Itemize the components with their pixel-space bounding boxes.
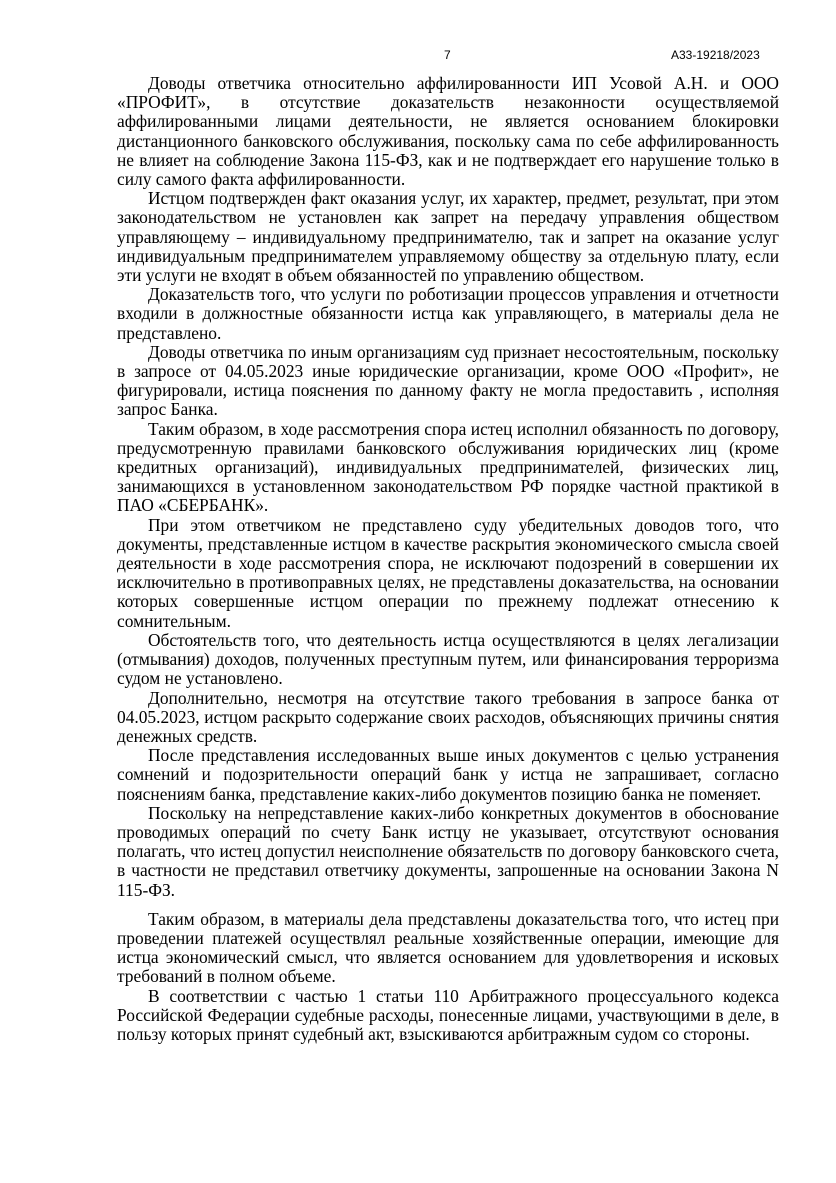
paragraph-8: Дополнительно, несмотря на отсутствие такого требования в запросе банка от 04.05.2023, истцом раскрыто содержание своих расходов, объясняющих причины снятия денежных средств.: [117, 687, 779, 746]
paragraph-12: В соответствии с частью 1 статьи 110 Арбитражного процессуального кодекса Российской Федерации судебные расходы, понесенные лицами, участвующими в деле, в пользу которых принят судебный акт, взыскиваются арбитражным судом со стороны.: [117, 985, 779, 1044]
paragraph-10: Поскольку на непредставление каких-либо конкретных документов в обоснование проводимых операций по счету Банк истцу не указывает, отсутствуют основания полагать, что истец допустил неисполнение обязательств по договору банковского счета, в частности не представил ответчику документы, запрошенные на основании Закона N 115-ФЗ.: [117, 802, 779, 900]
paragraph-1: Доводы ответчика относительно аффилированности ИП Усовой А.Н. и ООО «ПРОФИТ», в отсутствие доказательств незаконности осуществляемой аффилированными лицами деятельности, не является основанием блокировки дистанционного банковского обслуживания, поскольку сама по себе аффилированность не влияет на соблюдение Закона 115-ФЗ, как и не подтверждает его нарушение только в силу самого факта аффилированности.: [117, 73, 779, 190]
case-number: А33-19218/2023: [671, 48, 760, 62]
paragraph-9: После представления исследованных выше иных документов с целью устранения сомнений и подозрительности операций банк у истца не запрашивает, согласно пояснениям банка, представление каких-либо документов позицию банка не поменяет.: [117, 745, 779, 804]
paragraph-2: Истцом подтвержден факт оказания услуг, их характер, предмет, результат, при этом законодательством не установлен как запрет на передачу управления обществом управляющему – индивидуальному предпринимателю, так и запрет на оказание услуг индивидуальным предпринимателем управляемому обществу за отдельную плату, если эти услуги не входят в объем обязанностей по управлению обществом.: [117, 188, 779, 286]
paragraph-4: Доводы ответчика по иным организациям суд признает несостоятельным, поскольку в запросе от 04.05.2023 иные юридические организации, кроме ООО «Профит», не фигурировали, истица пояснения по данному факту не могла предоставить , исполняя запрос Банка.: [117, 341, 779, 420]
paragraph-5: Таким образом, в ходе рассмотрения спора истец исполнил обязанность по договору, предусмотренную правилами банковского обслуживания юридических лиц (кроме кредитных организаций), индивидуальных предпринимателей, физических лиц, занимающихся в установленном законодательством РФ порядке частной практикой в ПАО «СБЕРБАНК».: [117, 418, 779, 516]
page-number: 7: [444, 48, 451, 62]
paragraph-3: Доказательств того, что услуги по роботизации процессов управления и отчетности входили в должностные обязанности истца как управляющего, в материалы дела не представлено.: [117, 284, 779, 343]
document-body: [117, 74, 779, 1044]
paragraph-11: Таким образом, в материалы дела представлены доказательства того, что истец при проведении платежей осуществлял реальные хозяйственные операции, имеющие для истца экономический смысл, что является основанием для удовлетворения и исковых требований в полном объеме.: [117, 908, 779, 987]
paragraph-7: Обстоятельств того, что деятельность истца осуществляются в целях легализации (отмывания) доходов, полученных преступным путем, или финансирования терроризма судом не установлено.: [117, 629, 779, 689]
paragraph-6: При этом ответчиком не представлено суду убедительных доводов того, что документы, представленные истцом в качестве раскрытия экономического смысла своей деятельности в ходе рассмотрения спора, не исключают подозрений в совершении их исключительно в противоправных целях, не представлены доказательства, на основании которых совершенные истцом операции по прежнему подлежат отнесению к сомнительным.: [117, 514, 779, 631]
